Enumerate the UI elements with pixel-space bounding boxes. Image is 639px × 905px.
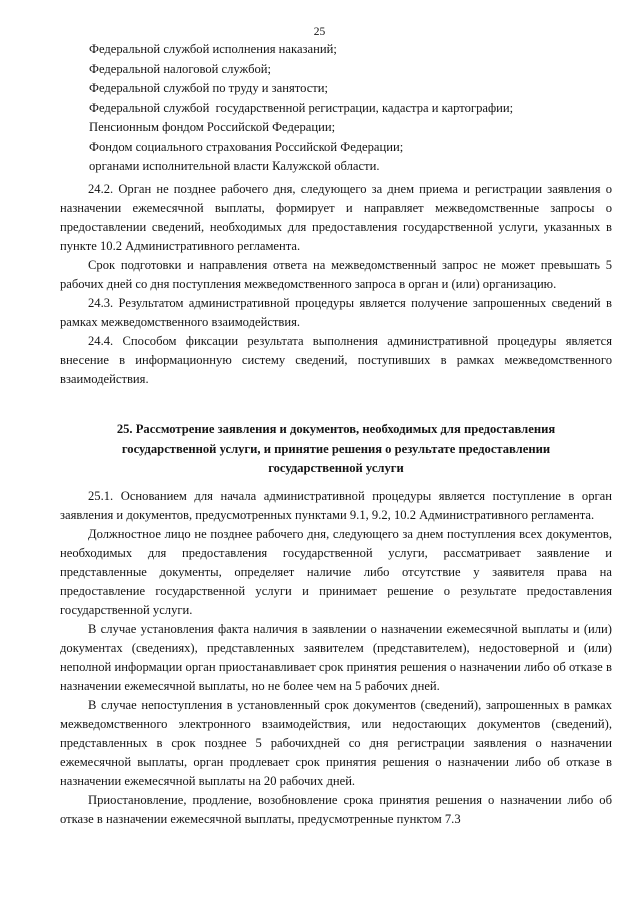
paragraph: 25.1. Основанием для начала административной процедуры является поступление в орган заявления и документов, предусмотренных пунктами 9.1, 9.2, 10.2 Административного регламента. xyxy=(60,489,612,522)
paragraph: В случае непоступления в установленный срок документов (сведений), запрошенных в рамках межведомственного электронного взаимодействия, или недостающих документов (сведений), представленных в срок позднее 5 рабочихдней со дня регистрации заявления о назначении ежемесячной выплаты, орган продлевает срок принятия решения о назначении либо об отказе в назначении ежемесячной выплаты на 20 рабочих дней. xyxy=(60,698,612,788)
list-item: Федеральной службой по труду и занятости; xyxy=(89,81,329,95)
list-item: Пенсионным фондом Российской Федерации; xyxy=(89,120,336,134)
agency-list xyxy=(89,40,612,177)
paragraph: Приостановление, продление, возобновление срока принятия решения о назначении либо об отказе в назначении ежемесячной выплаты, предусмотренные пунктом 7.3 xyxy=(60,793,612,826)
section-25-paragraphs xyxy=(60,487,612,829)
list-item: органами исполнительной власти Калужской области. xyxy=(89,159,380,173)
paragraph: 24.2. Орган не позднее рабочего дня, следующего за днем приема и регистрации заявления о назначении ежемесячной выплаты, формирует и направляет межведомственные запросы о предоставлении сведений, необходимых для предоставления государственной услуги, указанных в пункте 10.2 Административного регламента. xyxy=(60,182,612,253)
section-24-paragraphs xyxy=(60,180,612,389)
paragraph: 24.4. Способом фиксации результата выполнения административной процедуры является внесение в информационную систему сведений, поступивших в рамках межведомственного взаимодействия. xyxy=(60,334,612,386)
list-item: Федеральной службой государственной регистрации, кадастра и картографии; xyxy=(89,100,514,115)
list-item: Федеральной налоговой службой; xyxy=(89,61,272,76)
paragraph: Срок подготовки и направления ответа на межведомственный запрос не может превышать 5 рабочих дней со дня поступления межведомственного запроса в орган и (или) организацию. xyxy=(60,258,612,291)
heading-line: государственной услуги xyxy=(268,461,404,475)
paragraph: Должностное лицо не позднее рабочего дня, следующего за днем поступления всех документов, необходимых для предоставления государственной услуги, рассматривает заявление и представленные документы, определяет наличие либо отсутствие у заявителя права на предоставление государственной услуги и принимает решение о результате предоставления государственной услуги. xyxy=(60,527,612,617)
heading-line: 25. Рассмотрение заявления и документов, необходимых для предоставления xyxy=(116,422,556,436)
list-item: Федеральной службой исполнения наказаний; xyxy=(89,42,337,56)
heading-line: государственной услуги, и принятие решения о результате предоставлении xyxy=(121,441,551,456)
page-number: 25 xyxy=(313,26,326,38)
list-item: Фондом социального страхования Российской Федерации; xyxy=(89,139,404,154)
paragraph: В случае установления факта наличия в заявлении о назначении ежемесячной выплаты и (или) документах (сведениях), представленных заявителем (представителем), недостоверной и (или) неполной информации орган приостанавливает срок принятия решения о назначении либо об отказе в назначении ежемесячной выплаты, но не более чем на 5 рабочих дней. xyxy=(60,622,612,693)
section-heading xyxy=(60,420,612,479)
paragraph: 24.3. Результатом административной процедуры является получение запрошенных сведений в рамках межведомственного взаимодействия. xyxy=(60,296,612,329)
